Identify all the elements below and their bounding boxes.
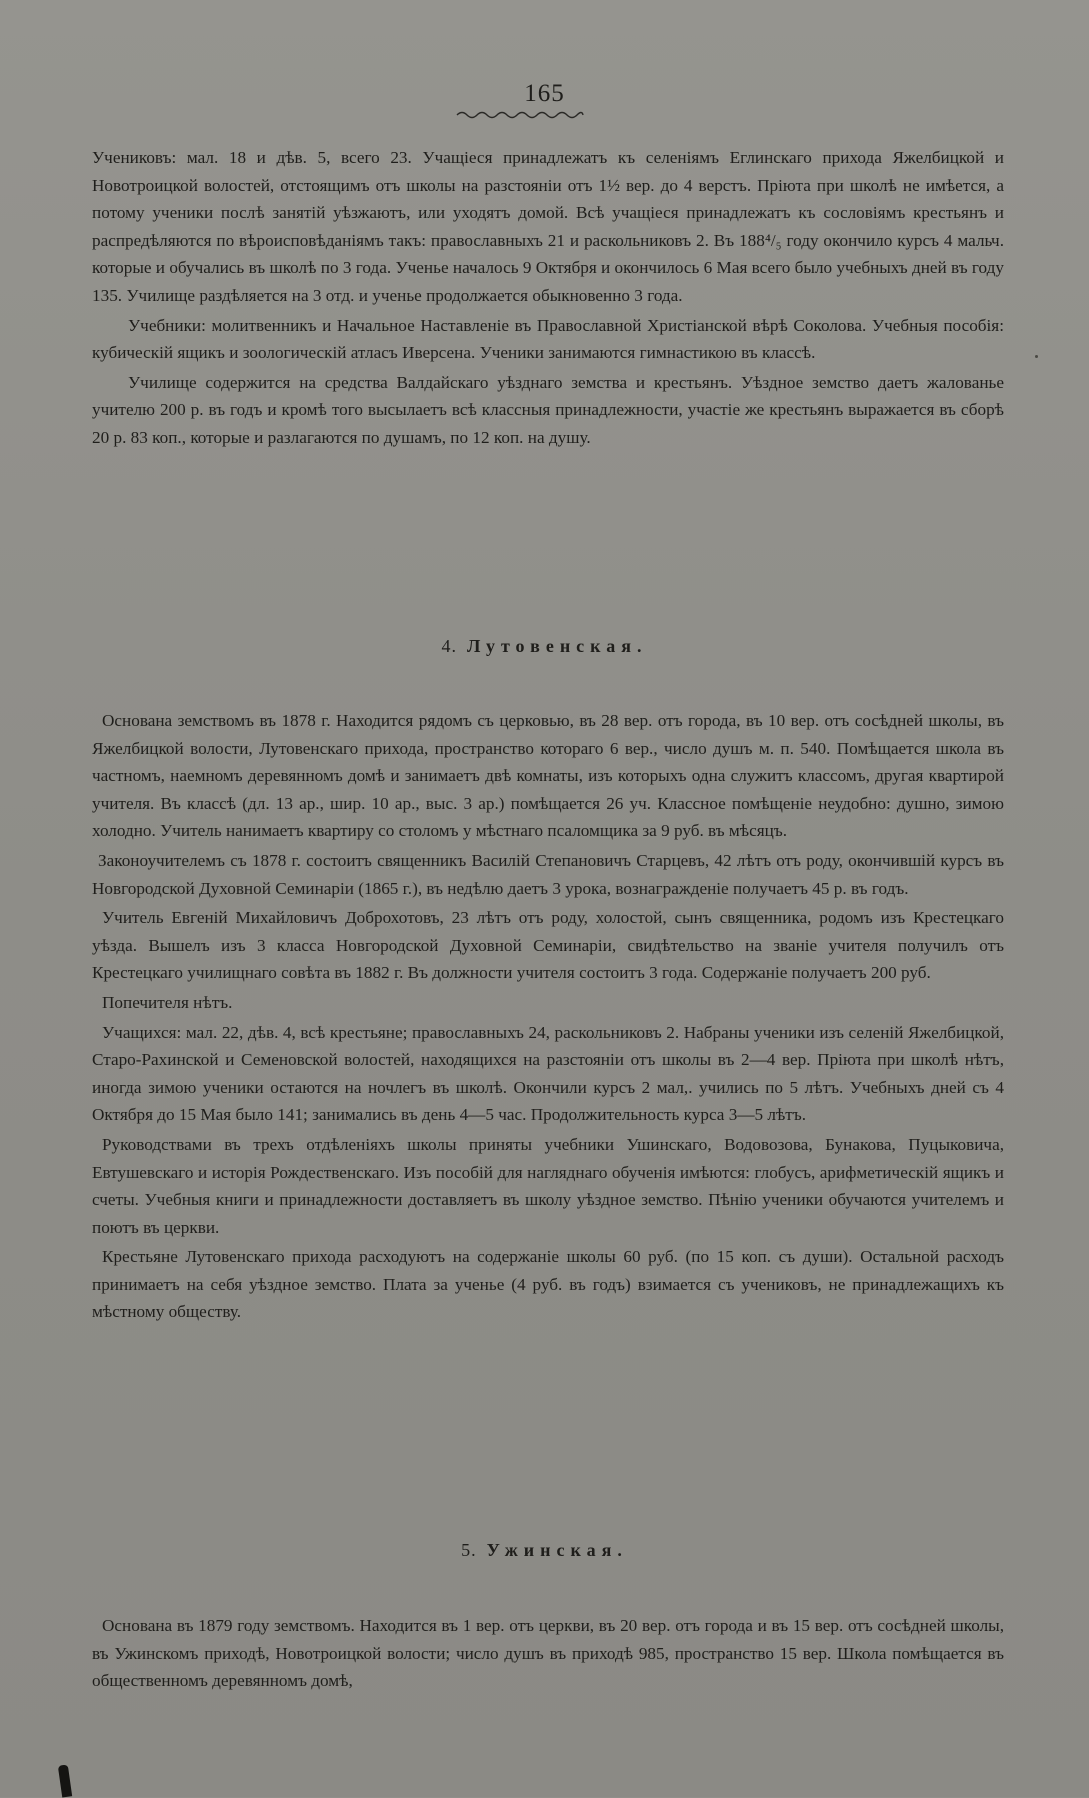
section-eglinskaya-end — [92, 144, 1004, 452]
paragraph: Учащихся: мал. 22, дѣв. 4, всѣ крестьяне; православныхъ 24, раскольниковъ 2. Набраны ученики изъ селеній Яжелбицкой, Старо-Рахинской и Семеновской волостей, находящихся на разстояніи отъ школы въ 2—4 вер. Пріюта при школѣ нѣтъ, иногда зимою ученики остаются на ночлегъ въ школѣ. Окончили курсъ 2 мал,. учились по 5 лѣтъ. Учебныхъ дней съ 4 Октября до 15 Мая было 141; занимались въ день 4—5 час. Продолжительность курса 3—5 лѣтъ. — [92, 1022, 1004, 1125]
section-number: 5. — [461, 1540, 477, 1560]
section-title: Ужинская. — [486, 1540, 628, 1560]
paragraph: Руководствами въ трехъ отдѣленіяхъ школы приняты учебники Ушинскаго, Водовозова, Бунакова, Пуцыковича, Евтушевскаго и исторія Рождественскаго. Изъ пособій для нагляднаго обученія имѣются: глобусъ, арифметическій ящикъ и счеты. Учебныя книги и принадлежности доставляетъ въ школу уѣздное земство. Пѣнію ученики обучаются учителемъ и поютъ въ церкви. — [92, 1134, 1004, 1237]
page-edge-mark — [58, 1764, 72, 1797]
paragraph: Попечителя нѣтъ. — [102, 992, 233, 1012]
section-lutovenskaya — [92, 707, 1004, 1326]
paragraph: Учениковъ: мал. 18 и дѣв. 5, всего 23. Учащіеся принадлежатъ къ селеніямъ Еглинскаго прихода Яжелбицкой и Новотроицкой волостей, отстоящимъ отъ школы на разстояніи отъ 1½ вер. до 4 верстъ. Пріюта при школѣ не имѣется, а потому ученики послѣ занятій уѣзжаютъ, или уходятъ домой. Всѣ учащіеся принадлежатъ къ сословіямъ крестьянъ и распредѣляются по вѣроисповѣданіямъ такъ: православныхъ 21 и раскольниковъ 2. Въ 188⁴/₅ году окончило курсъ 4 мальч. которые и обучались въ школѣ по 3 года. Ученье началось 9 Октября и окончилось 6 Мая всего было учебныхъ дней въ году 135. Училище раздѣляется на 3 отд. и ученье продолжается обыкновенно 3 года. — [92, 148, 1004, 305]
paragraph: Училище содержится на средства Валдайскаго уѣзднаго земства и крестьянъ. Уѣздное земство даетъ жалованье учителю 200 р. въ годъ и кромѣ того высылаетъ всѣ классныя принадлежности, участіе же крестьянъ выражается въ сборѣ 20 р. 83 коп., которые и разлагаются по душамъ, по 12 коп. на душу. — [92, 372, 1004, 447]
section-heading-4 — [0, 636, 1089, 657]
page-speck — [1035, 355, 1038, 358]
section-uzhinskaya — [92, 1612, 1004, 1695]
section-heading-5 — [0, 1540, 1089, 1561]
paragraph: Учебники: молитвенникъ и Начальное Наставленіе въ Православной Христіанской вѣрѣ Соколова. Учебныя пособія: кубическій ящикъ и зоологическій атласъ Иверсена. Ученики занимаются гимнастикою въ классѣ. — [92, 315, 1004, 363]
section-title: Лутовенская. — [466, 636, 648, 656]
wavy-ornament-icon — [455, 110, 585, 120]
paragraph: Основана земствомъ въ 1878 г. Находится рядомъ съ церковью, въ 28 вер. отъ города, въ 10 вер. отъ сосѣдней школы, въ Яжелбицкой волости, Лутовенскаго прихода, пространство котораго 6 вер., число душъ м. п. 540. Помѣщается школа въ частномъ, наемномъ деревянномъ домѣ и занимаетъ двѣ комнаты, изъ которыхъ одна служитъ классомъ, другая квартирой учителя. Въ классѣ (дл. 13 ар., шир. 10 ар., выс. 3 ар.) помѣщается 26 уч. Классное помѣщеніе неудобно: душно, зимою холодно. Учитель нанимаетъ квартиру со столомъ у мѣстнаго псаломщика за 9 руб. въ мѣсяцъ. — [92, 711, 1004, 841]
paragraph: Основана въ 1879 году земствомъ. Находится въ 1 вер. отъ церкви, въ 20 вер. отъ города и въ 15 вер. отъ сосѣдней школы, въ Ужинскомъ приходѣ, Новотроицкой волости; число душъ въ приходѣ 985, пространство 15 вер. Школа помѣщается въ общественномъ деревянномъ домѣ, — [92, 1616, 1004, 1691]
paragraph: Законоучителемъ съ 1878 г. состоитъ священникъ Василій Степановичъ Старцевъ, 42 лѣтъ отъ роду, окончившій курсъ въ Новгородской Духовной Семинаріи (1865 г.), въ недѣлю даетъ 3 урока, вознагражденіе получаетъ 45 р. въ годъ. — [92, 850, 1004, 898]
section-number: 4. — [441, 636, 457, 656]
paragraph: Крестьяне Лутовенскаго прихода расходуютъ на содержаніе школы 60 руб. (по 15 коп. съ души). Остальной расходъ принимаетъ на себя уѣздное земство. Плата за ученье (4 руб. въ годъ) взимается съ учениковъ, не принадлежащихъ къ мѣстному обществу. — [92, 1247, 1004, 1322]
page-number: 165 — [524, 80, 565, 107]
paragraph: Учитель Евгеній Михайловичъ Доброхотовъ, 23 лѣтъ отъ роду, холостой, сынъ священника, родомъ изъ Крестецкаго уѣзда. Вышелъ изъ 3 класса Новгородской Духовной Семинаріи, свидѣтельство на званіе учителя получилъ отъ Крестецкаго училищнаго совѣта въ 1882 г. Въ должности учителя состоитъ 3 года. Содержаніе получаетъ 200 руб. — [92, 908, 1004, 983]
